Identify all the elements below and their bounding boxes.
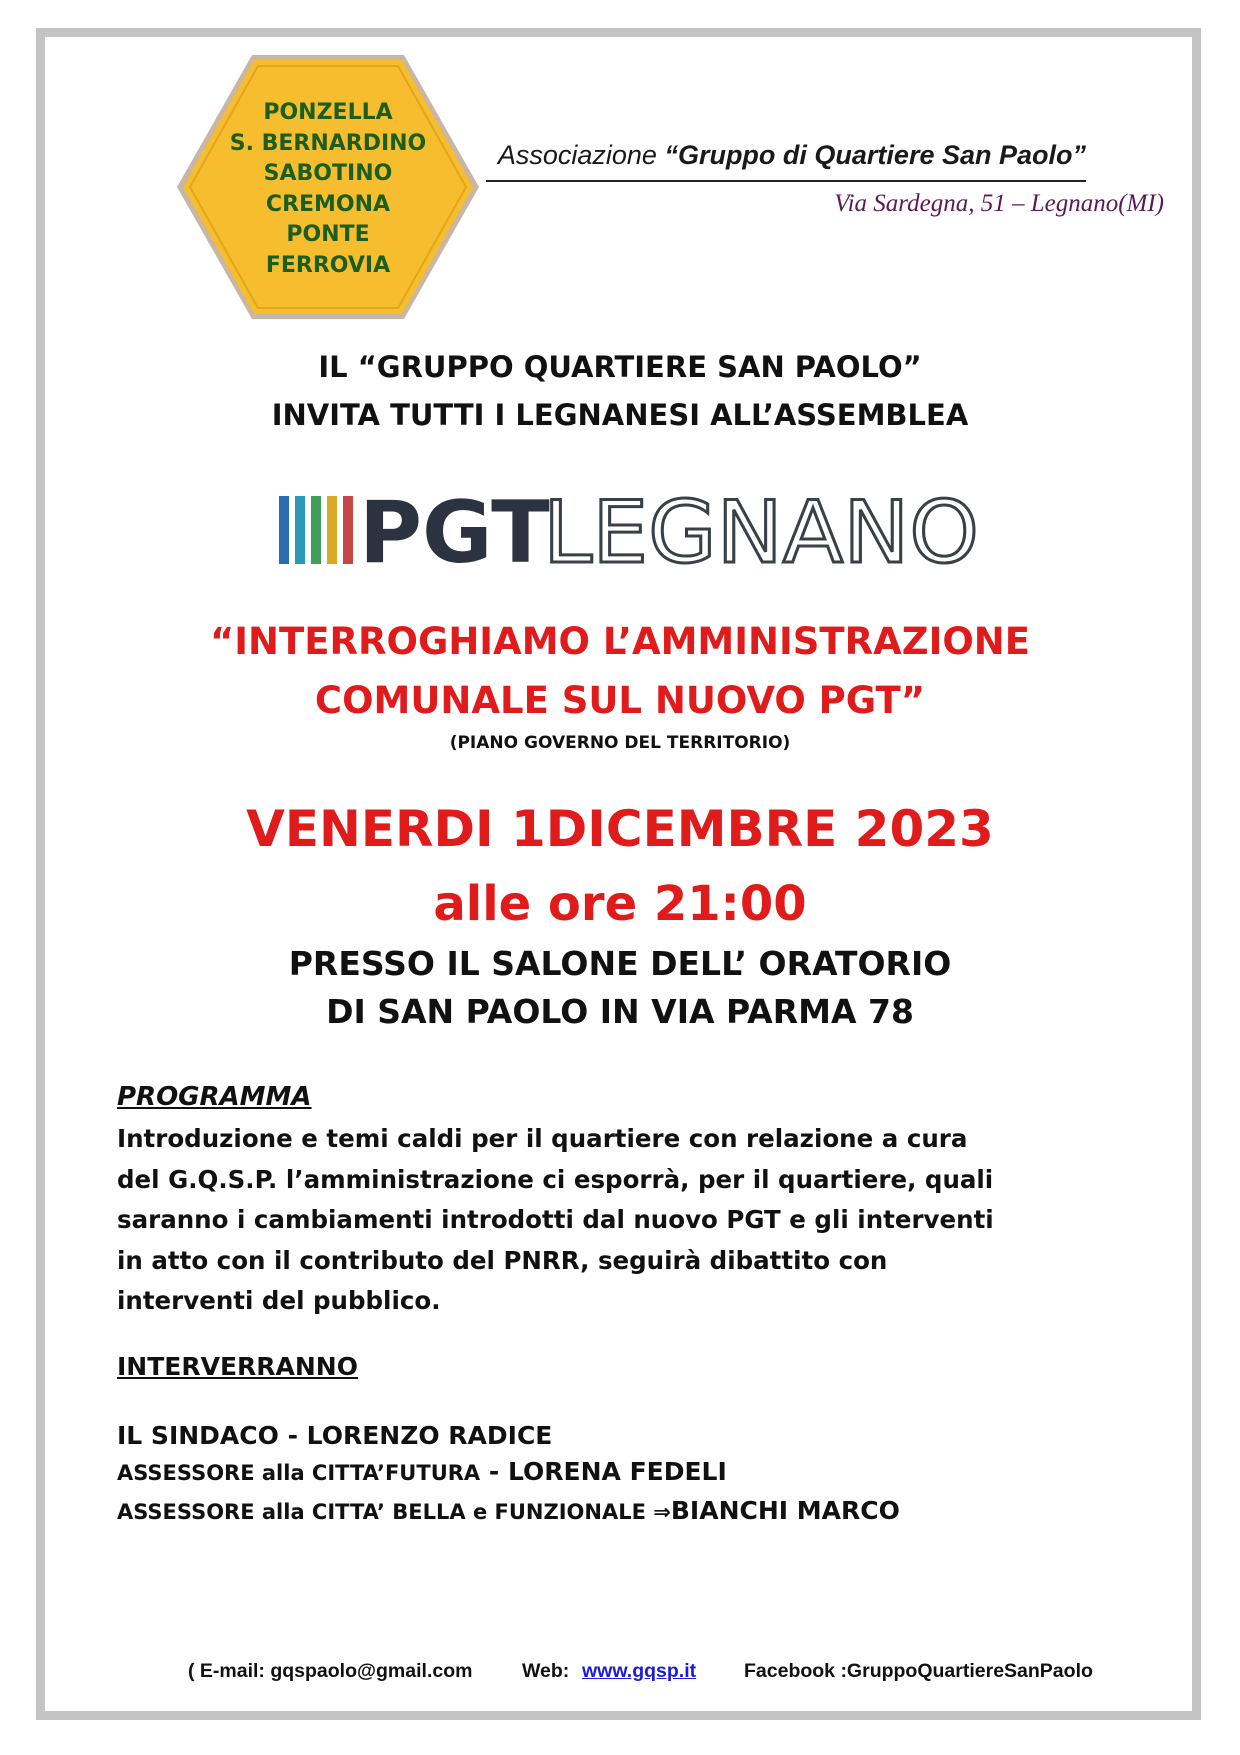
speaker-name: LORENA FEDELI xyxy=(507,1457,727,1486)
association-title: “Gruppo di Quartiere San Paolo” xyxy=(664,140,1086,170)
speaker-role: ASSESSORE alla CITTA’FUTURA xyxy=(117,1461,481,1485)
event-title-line-1: “INTERROGHIAMO L’AMMINISTRAZIONE xyxy=(209,620,1031,663)
hexagon-line: S. BERNARDINO xyxy=(229,130,427,156)
event-title-note: (PIANO GOVERNO DEL TERRITORIO) xyxy=(449,733,791,753)
hexagon-line: FERROVIA xyxy=(265,252,391,278)
speaker-name: BIANCHI MARCO xyxy=(670,1496,900,1525)
speaker-separator: - xyxy=(278,1421,307,1450)
programma-heading: PROGRAMMA xyxy=(117,1082,312,1112)
event-title-line-2: COMUNALE SUL NUOVO PGT” xyxy=(314,679,926,722)
footer-email: ( E-mail: gqspaolo@gmail.com xyxy=(188,1660,473,1682)
invite-line-1: IL “GRUPPO QUARTIERE SAN PAOLO” xyxy=(318,350,922,384)
invite-line-2: INVITA TUTTI I LEGNANESI ALL’ASSEMBLEA xyxy=(271,398,969,432)
association-address: Via Sardegna, 51 – Legnano(MI) xyxy=(834,190,1164,217)
logo-stripe xyxy=(279,496,289,564)
speaker-separator: - xyxy=(480,1457,508,1486)
hexagon-text xyxy=(174,98,482,281)
event-venue-line-2: DI SAN PAOLO IN VIA PARMA 78 xyxy=(326,992,914,1031)
programma-body xyxy=(117,1119,1147,1322)
programma-line: interventi del pubblico. xyxy=(117,1286,441,1315)
programma-line: Introduzione e temi caldi per il quartiere con relazione a cura xyxy=(117,1124,968,1153)
footer-web-label: Web: xyxy=(522,1660,570,1682)
speakers-list xyxy=(117,1418,1157,1532)
header-divider xyxy=(486,180,1086,182)
event-time: alle ore 21:00 xyxy=(433,876,807,932)
logo-stripe xyxy=(311,496,321,564)
speaker-row xyxy=(117,1454,1157,1493)
association-prefix: Associazione xyxy=(497,140,665,170)
logo-stripe xyxy=(295,496,305,564)
logo-stripe xyxy=(343,496,353,564)
pgt-legnano-logo xyxy=(275,490,995,570)
speaker-row xyxy=(117,1493,1157,1532)
hexagon-line: PONZELLA xyxy=(263,100,393,125)
footer-web-link[interactable]: www.gqsp.it xyxy=(582,1660,697,1682)
footer-facebook: Facebook :GruppoQuartiereSanPaolo xyxy=(744,1660,1093,1682)
programma-line: in atto con il contributo del PNRR, seguirà dibattito con xyxy=(117,1245,888,1275)
speaker-role: ASSESSORE alla CITTA’ BELLA e FUNZIONALE xyxy=(117,1500,646,1524)
speaker-row xyxy=(117,1418,1157,1454)
programma-line: saranno i cambiamenti introdotti dal nuovo PGT e gli interventi xyxy=(117,1205,994,1234)
hexagon-line: CREMONA xyxy=(265,191,391,217)
logo-stripe xyxy=(327,496,337,564)
speaker-name: LORENZO RADICE xyxy=(306,1421,553,1450)
speaker-role: IL SINDACO xyxy=(117,1421,279,1450)
interverranno-heading: INTERVERRANNO xyxy=(117,1352,358,1381)
logo-text-pgt: PGT xyxy=(359,490,550,570)
logo-text-legnano: LEGNANO xyxy=(543,490,979,570)
hexagon-line: PONTE xyxy=(286,222,370,247)
hexagon-line: SABOTINO xyxy=(263,161,393,186)
association-name xyxy=(486,140,1086,171)
event-date: VENERDI 1DICEMBRE 2023 xyxy=(246,800,994,858)
speaker-separator: ⇒ xyxy=(645,1500,671,1524)
programma-line: del G.Q.S.P. l’amministrazione ci esporrà, per il quartiere, quali xyxy=(117,1164,994,1194)
event-venue-line-1: PRESSO IL SALONE DELL’ ORATORIO xyxy=(288,944,952,983)
